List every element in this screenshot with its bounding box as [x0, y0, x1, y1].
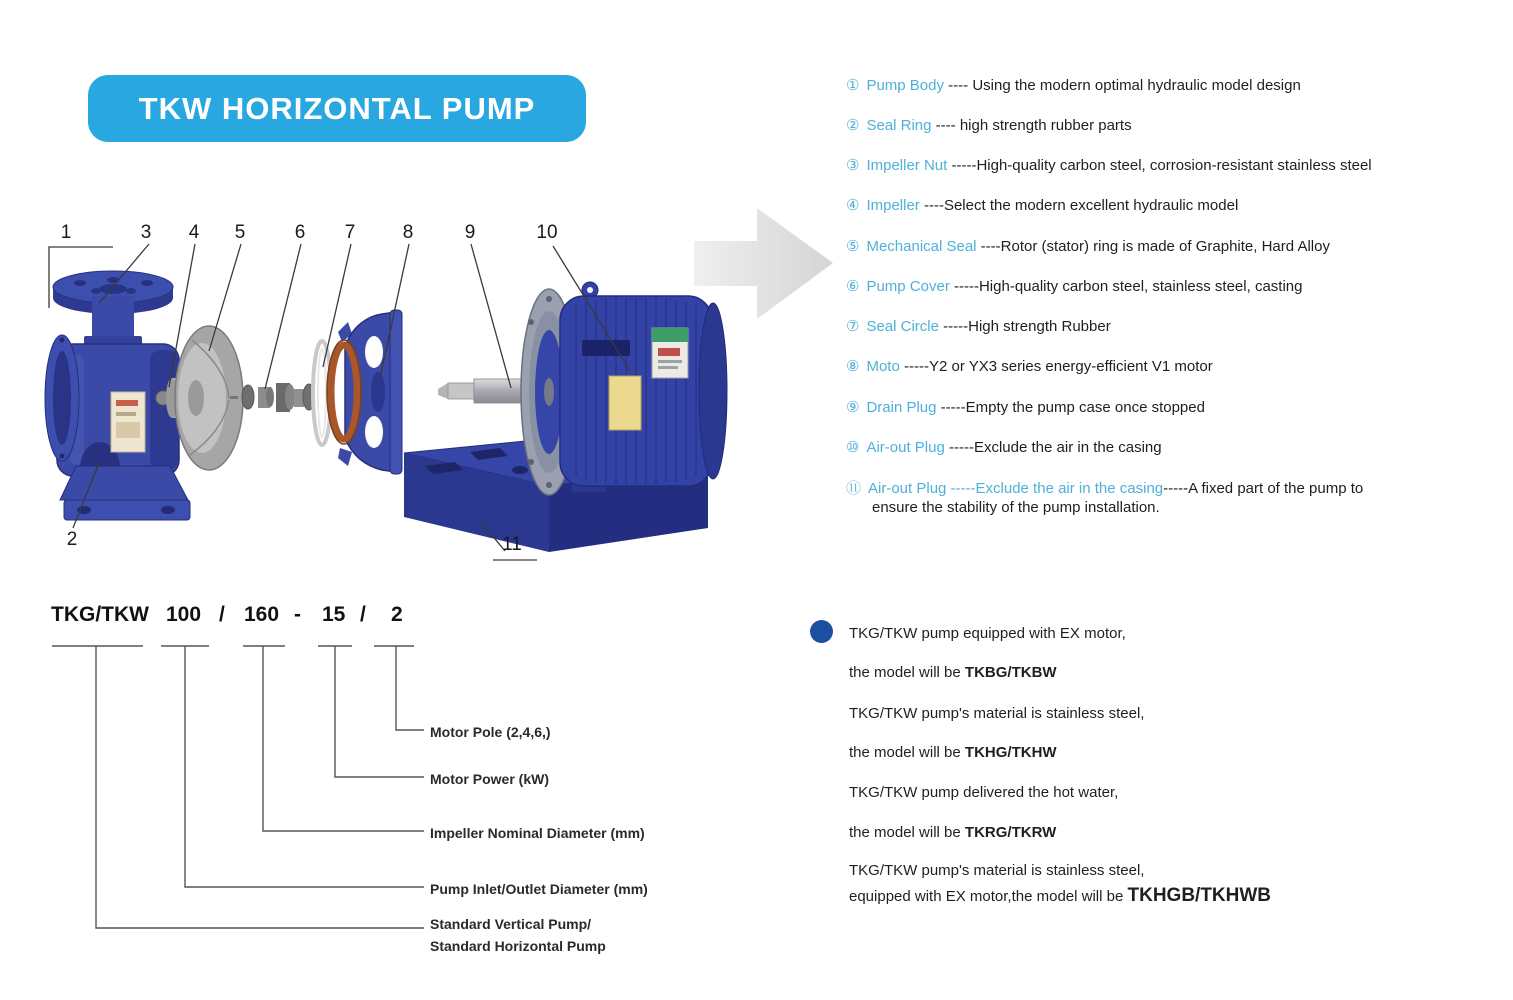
model-code-slash2: / — [360, 603, 366, 626]
label-inlet-diameter: Pump Inlet/Outlet Diameter (mm) — [430, 881, 648, 897]
model-code-power: 15 — [322, 603, 346, 626]
parts-list-item-11-line2: ensure the stability of the pump installation. — [872, 499, 1160, 516]
circled-number-icon: ⑦ — [846, 317, 860, 335]
circled-number-icon: ⑧ — [846, 357, 860, 375]
parts-list-item-2: ② Seal Ring ---- high strength rubber parts — [846, 116, 1132, 134]
model-name: TKBG/TKBW — [964, 664, 1057, 681]
model-name: TKHG/TKHW — [964, 744, 1057, 761]
model-code-connector-lines — [52, 646, 424, 928]
parts-list-item-9: ⑨ Drain Plug -----Empty the pump case once stopped — [846, 398, 1205, 416]
label-motor-pole: Motor Pole (2,4,6,) — [430, 724, 551, 740]
circled-number-icon: ③ — [846, 156, 860, 174]
parts-list-item-3: ③ Impeller Nut -----High-quality carbon steel, corrosion-resistant stainless steel — [846, 156, 1372, 174]
callout-6: 6 — [294, 222, 306, 243]
label-pump-type-line1: Standard Vertical Pump/ — [430, 916, 592, 932]
note-2-line2: the model will be TKHG/TKHW — [849, 744, 1057, 761]
note-3-line1: TKG/TKW pump delivered the hot water, — [849, 784, 1119, 801]
callout-8: 8 — [402, 222, 414, 243]
circled-number-icon: ① — [846, 76, 860, 94]
callout-9: 9 — [464, 222, 476, 243]
parts-list-item-11: ⑪ Air-out Plug -----Exclude the air in the casing-----A fixed part of the pump to — [846, 479, 1364, 497]
parts-list-item-7: ⑦ Seal Circle -----High strength Rubber — [846, 317, 1111, 335]
circled-number-icon: ② — [846, 116, 860, 134]
circled-number-icon: ⑩ — [846, 438, 860, 456]
model-code-pole: 2 — [391, 603, 403, 626]
circled-number-icon: ⑥ — [846, 277, 860, 295]
callout-11: 11 — [502, 534, 522, 555]
parts-list-item-8: ⑧ Moto -----Y2 or YX3 series energy-efficient V1 motor — [846, 357, 1213, 375]
note-4-line1: TKG/TKW pump's material is stainless steel, — [849, 862, 1145, 879]
callout-3: 3 — [140, 222, 152, 243]
model-name: TKRG/TKRW — [964, 824, 1057, 841]
motor-graphic — [521, 282, 727, 495]
circled-number-icon: ⑤ — [846, 237, 860, 255]
note-1-line2: the model will be TKBG/TKBW — [849, 664, 1057, 681]
note-4-line2: equipped with EX motor,the model will be TKHGB/TKHWB — [849, 885, 1272, 906]
callout-2: 2 — [66, 529, 78, 550]
model-code-inlet: 100 — [166, 603, 202, 626]
motor-yellow-label — [609, 376, 641, 430]
parts-list-item-1: ① Pump Body ---- Using the modern optimal hydraulic model design — [846, 76, 1301, 94]
pump-cover-graphic — [327, 310, 402, 474]
arrow-right-graphic — [694, 208, 833, 319]
parts-list-item-4: ④ Impeller ----Select the modern excellent hydraulic model — [846, 196, 1239, 214]
circled-number-icon: ⑨ — [846, 398, 860, 416]
note-2-line1: TKG/TKW pump's material is stainless steel, — [849, 705, 1145, 722]
page-title: TKW HORIZONTAL PUMP — [138, 90, 536, 126]
motor-sticker — [652, 328, 688, 378]
model-name: TKHGB/TKHWB — [1127, 885, 1272, 906]
model-code-series: TKG/TKW — [51, 603, 149, 626]
parts-list-item-10: ⑩ Air-out Plug -----Exclude the air in the casing — [846, 438, 1162, 456]
callout-10: 10 — [536, 222, 558, 243]
callout-4: 4 — [188, 222, 200, 243]
callout-7: 7 — [344, 222, 356, 243]
circled-number-icon: ⑪ — [846, 479, 862, 497]
note-1-line1: TKG/TKW pump equipped with EX motor, — [849, 625, 1126, 642]
title-banner — [88, 75, 586, 142]
label-pump-type-line2: Standard Horizontal Pump — [430, 938, 606, 954]
model-code-dash: - — [294, 603, 301, 626]
parts-list-item-5: ⑤ Mechanical Seal ----Rotor (stator) ring is made of Graphite, Hard Alloy — [846, 237, 1330, 255]
label-impeller-diameter: Impeller Nominal Diameter (mm) — [430, 825, 645, 841]
label-motor-power: Motor Power (kW) — [430, 771, 549, 787]
callout-1: 1 — [60, 222, 72, 243]
motor-nameplate — [582, 340, 630, 356]
model-code-slash1: / — [219, 603, 225, 626]
parts-list-item-6: ⑥ Pump Cover -----High-quality carbon steel, stainless steel, casting — [846, 277, 1303, 295]
circled-number-icon: ④ — [846, 196, 860, 214]
note-3-line2: the model will be TKRG/TKRW — [849, 824, 1057, 841]
bullet-circle-icon — [810, 620, 833, 643]
model-code-impeller: 160 — [244, 603, 280, 626]
callout-5: 5 — [234, 222, 246, 243]
